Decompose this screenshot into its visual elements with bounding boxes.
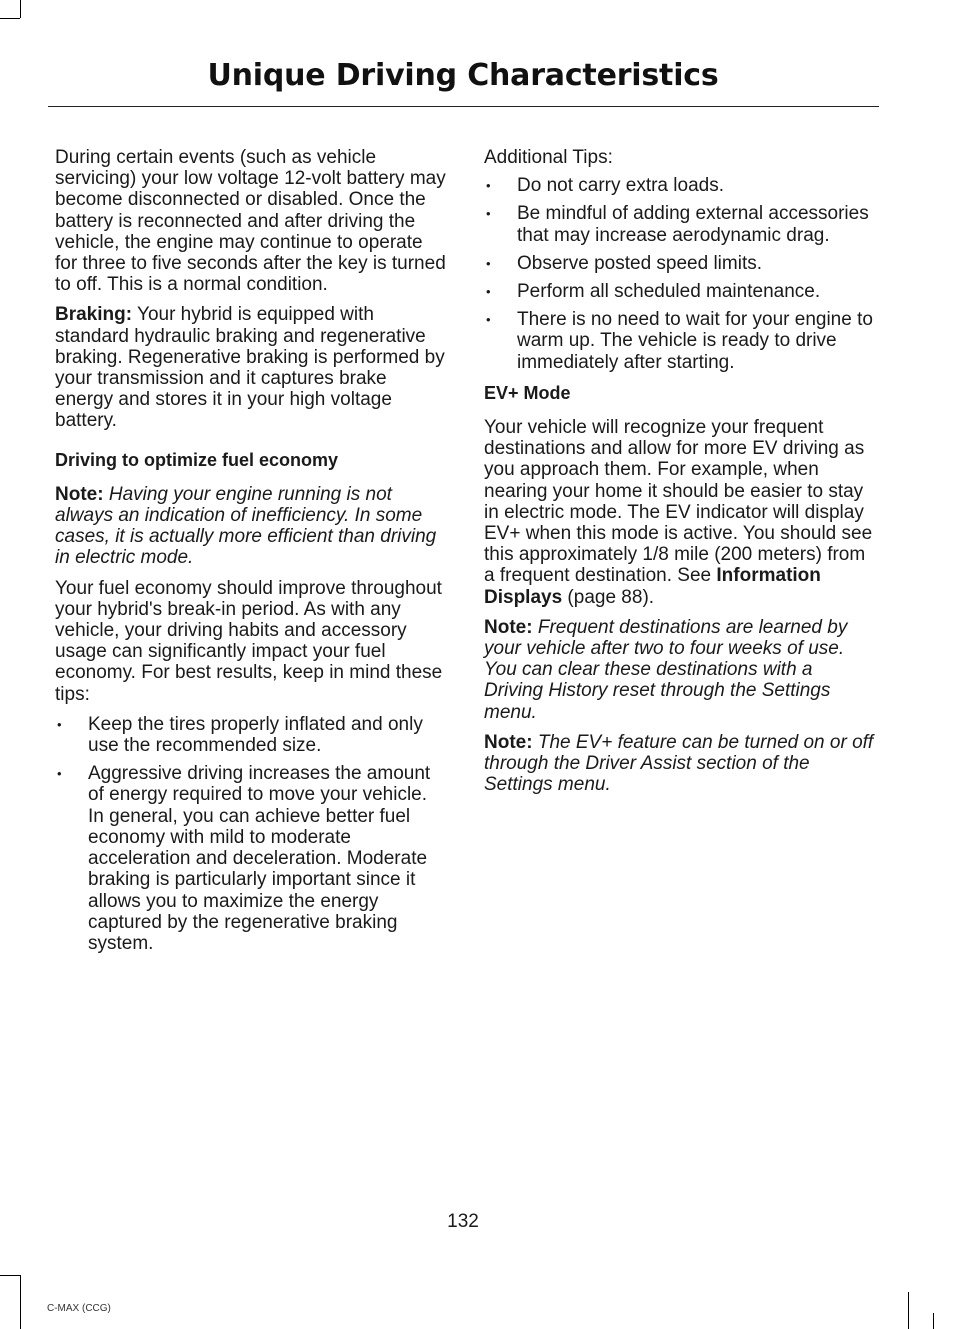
fuel-economy-heading: Driving to optimize fuel economy — [55, 449, 339, 470]
note-label: Note: — [484, 731, 533, 753]
fuel-economy-paragraph: Your fuel economy should improve throughout your hybrid's break-in period. As with any vehicle, your driving habits and accessory usage can significantly impact your fuel economy. For best results, keep in mind these tips: — [55, 577, 443, 705]
list-item: • Keep the tires properly inflated and only use the recommended size. — [55, 714, 447, 756]
ev-mode-paragraph — [484, 417, 876, 608]
list-item: • Observe posted speed limits. — [484, 253, 876, 274]
list-item: • Do not carry extra loads. — [484, 175, 876, 196]
crop-mark-bottom-right-v2 — [933, 1313, 934, 1329]
title-divider — [48, 106, 879, 107]
ev-mode-page-ref: (page 88). — [562, 586, 655, 608]
crop-mark-bottom-left-v — [20, 1275, 21, 1329]
note-text: Frequent destinations are learned by your vehicle after two to four weeks of use. You can clear these destinations with a Driving History reset through the Settings menu. — [484, 616, 848, 723]
ev-mode-note-2 — [484, 732, 876, 796]
list-item: • Aggressive driving increases the amount of energy required to move your vehicle. In general, you can achieve better fuel economy with mild to moderate acceleration and deceleration. Moderate braking is particularly important since it allows you to maximize the energy captured by the regenerative braking system. — [55, 763, 447, 954]
list-item: • There is no need to wait for your engine to warm up. The vehicle is ready to drive immediately after starting. — [484, 309, 876, 373]
crop-mark-top-left-v — [20, 0, 21, 18]
page-number: 132 — [447, 1211, 479, 1232]
note-label: Note: — [55, 483, 104, 505]
crop-mark-top-left-h — [0, 18, 20, 19]
ev-mode-heading: EV+ Mode — [484, 382, 571, 403]
crop-mark-bottom-left-h — [0, 1275, 20, 1276]
list-item: • Perform all scheduled maintenance. — [484, 281, 876, 302]
ev-mode-text: Your vehicle will recognize your frequent destinations and allow for more EV driving as you approach them. For example, when nearing your home it should be easier to stay in electric mode. The EV indicator will display EV+ when this mode is active. You should see this approximately 1/8 mile (200 meters) from a frequent destination. See — [484, 417, 873, 587]
list-item: • Be mindful of adding external accessories that may increase aerodynamic drag. — [484, 203, 876, 245]
note-text: Having your engine running is not always an indication of inefficiency. In some cases, it is actually more efficient than driving in electric mode. — [55, 483, 437, 569]
braking-text: Your hybrid is equipped with standard hydraulic braking and regenerative braking. Regenerative braking is performed by your transmission and it captures brake energy and stores it in your high voltage battery. — [55, 304, 445, 432]
fuel-tips-list — [55, 714, 447, 954]
braking-label: Braking: — [55, 304, 133, 326]
right-column — [484, 147, 876, 804]
crop-mark-bottom-right-v1 — [908, 1292, 909, 1329]
additional-tips-list — [484, 175, 876, 373]
note-text: The EV+ feature can be turned on or off through the Driver Assist section of the Settings menu. — [484, 731, 874, 796]
footer-model-code: C-MAX (CCG) — [47, 1303, 111, 1314]
battery-paragraph: During certain events (such as vehicle servicing) your low voltage 12-volt battery may become disconnected or disabled. Once the battery is reconnected and after driving the vehicle, the engine may continue to operate for three to five seconds after the key is turned to off. This is a normal condition. — [55, 147, 446, 296]
fuel-economy-note — [55, 484, 447, 569]
left-column — [55, 147, 447, 963]
additional-tips-intro: Additional Tips: — [484, 147, 613, 168]
note-label: Note: — [484, 616, 533, 638]
ev-mode-note-1 — [484, 617, 876, 723]
page-title: Unique Driving Characteristics — [207, 58, 719, 93]
information-displays-link[interactable]: Information Displays — [484, 565, 821, 608]
braking-paragraph — [55, 304, 447, 431]
